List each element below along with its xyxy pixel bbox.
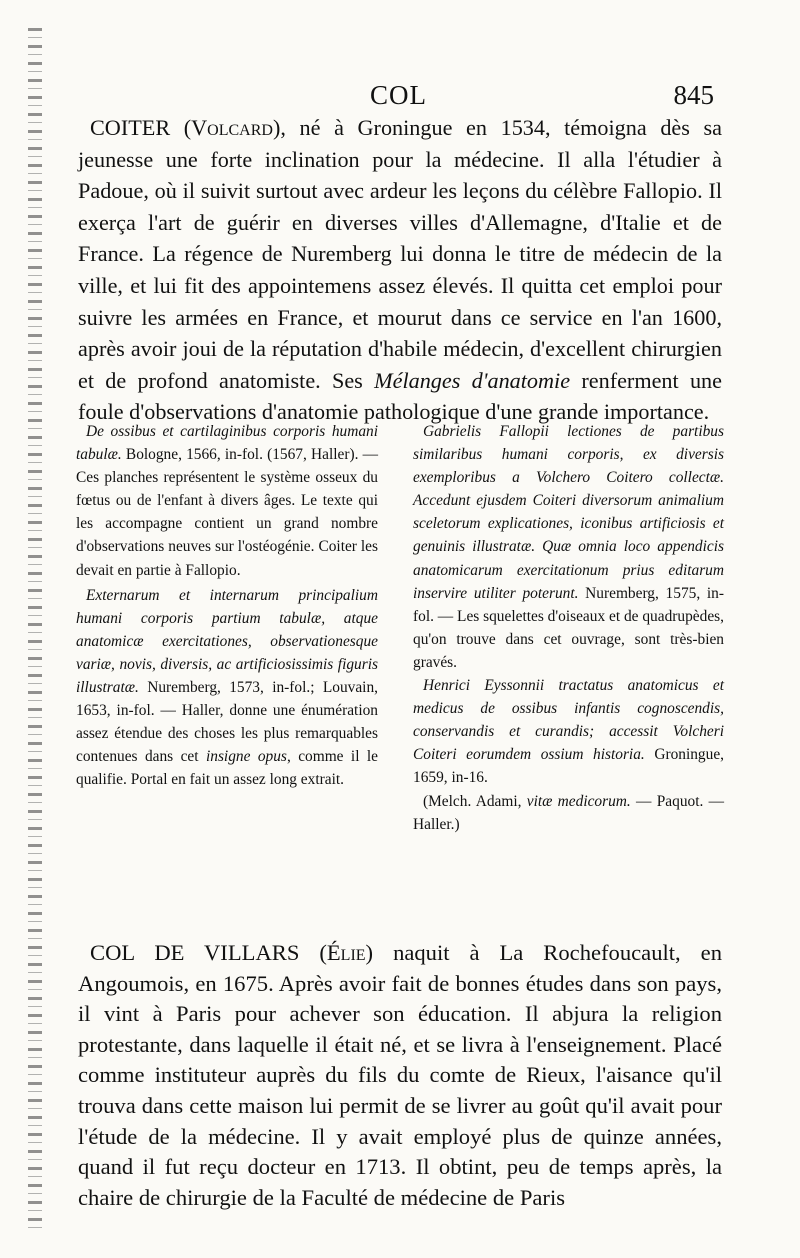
entry-body-2: renferment une foule d'observations d'anatomie pathologique d'une grande importance. bbox=[78, 367, 722, 425]
work-title: De ossibus et cartilaginibus corporis humani tabulæ. bbox=[76, 423, 378, 464]
bibliography-item bbox=[413, 674, 724, 789]
work-title: Henrici Eyssonnii tractatus anatomicus et medicus de ossibus infantis cognoscendis, conservandis et curandis; accessit Volcheri Coiteri eorumdem ossium historia. bbox=[413, 677, 724, 764]
page-number: 845 bbox=[673, 80, 714, 110]
bibliography-right-column bbox=[413, 420, 724, 836]
work-title: Gabrielis Fallopii lectiones de partibus similaribus humani corporis, ex diversis exemploribus a Volchero Coitero collectæ. Accedunt ejusdem Coiteri diversorum animalium sceletorum explicationes, iconibus artificiosis et genuinis illustratæ. Quæ omnia loco appendicis anatomicarum exercitationum prius editarum inservire utiliter poterunt. bbox=[413, 423, 724, 602]
work-quote: insigne opus bbox=[205, 748, 287, 766]
bibliography-left-column bbox=[76, 420, 378, 792]
entry-coiter bbox=[78, 112, 722, 428]
running-title: COL bbox=[370, 80, 427, 110]
work-details: Nuremberg, 1575, in-fol. — Les squelettes d'oiseaux et de quadrupèdes, qu'on trouve dans cet ouvrage, sont très-bien gravés. bbox=[413, 584, 724, 671]
entry-col-de-villars bbox=[78, 938, 722, 1213]
work-details: Nuremberg, 1573, in-fol.; Louvain, 1653, in-fol. — Haller, donne une énumération assez étendue des choses les plus remarquables contenues dans cet bbox=[76, 679, 378, 766]
entry-body-1: , né à Groningue en 1534, témoigna dès sa jeunesse une forte inclination pour la médecine. Il alla l'étudier à Padoue, où il suivit surtout avec ardeur les leçons du célèbre Fallopio. Il exerça l'art de guérir en diverses villes d'Allemagne, d'Italie et de France. La régence de Nuremberg lui donna le titre de médecin de la ville, et lui fit des appointemens assez élevés. Il quitta cet emploi pour suivre les armées en France, et mourut dans ce service en l'an 1600, après avoir joui de la réputation d'habile médecin, d'excellent chirurgien et de profond anatomiste. Ses bbox=[78, 115, 723, 393]
bibliography-item bbox=[413, 420, 724, 674]
bibliography-sources bbox=[413, 790, 724, 836]
sources-prefix: (Melch. Adami, bbox=[423, 792, 527, 810]
work-title: Externarum et internarum principalium humani corporis partium tabulæ, atque anatomicæ exercitationes, observationesque variæ, novis, diversis, ac artificiosissimis figuris illustratæ. bbox=[76, 586, 378, 697]
entry-forename: (Élie) bbox=[319, 940, 374, 965]
bibliography-item bbox=[76, 584, 378, 792]
bibliography-item bbox=[76, 420, 378, 582]
running-header bbox=[80, 76, 720, 116]
binding-gutter bbox=[28, 28, 42, 1233]
work-details: Groningue, 1659, in-16. bbox=[413, 746, 724, 787]
entry-headword: COITER bbox=[90, 115, 171, 140]
work-details: Bologne, 1566, in-fol. (1567, Haller). — Ces planches représentent le système osseux du fœtus ou de l'enfant à divers âges. Le texte qui les accompagne contient un grand nombre d'observations neuves sur l'ostéogénie. Coiter les devait en partie à Fallopio. bbox=[76, 446, 378, 579]
entry-headword: COL DE VILLARS bbox=[90, 940, 300, 965]
entry-body: naquit à La Rochefoucault, en Angoumois, en 1675. Après avoir fait de bonnes études dans son pays, il vint à Paris pour achever son éducation. Il abjura la religion protestante, dans laquelle il était né, et se livra à l'enseignement. Placé comme instituteur auprès du fils du comte de Rieux, l'aisance qu'il trouva dans cette maison lui permit de se livrer au goût qu'il avait pour l'étude de la médecine. Il y avait employé plus de quinze années, quand il fut reçu docteur en 1713. Il obtint, peu de temps après, la chaire de chirurgie de la Faculté de médecine de Paris bbox=[78, 940, 722, 1210]
sources-title: vitæ medicorum. bbox=[526, 792, 631, 810]
entry-work-title: Mélanges d'anatomie bbox=[374, 367, 571, 393]
sources-details: — Paquot. — Haller.) bbox=[413, 792, 725, 833]
work-details-end: , comme il le qualifie. Portal en fait un assez long extrait. bbox=[76, 748, 379, 789]
entry-forename: (Volcard) bbox=[183, 115, 281, 140]
bibliography-columns bbox=[76, 420, 724, 930]
